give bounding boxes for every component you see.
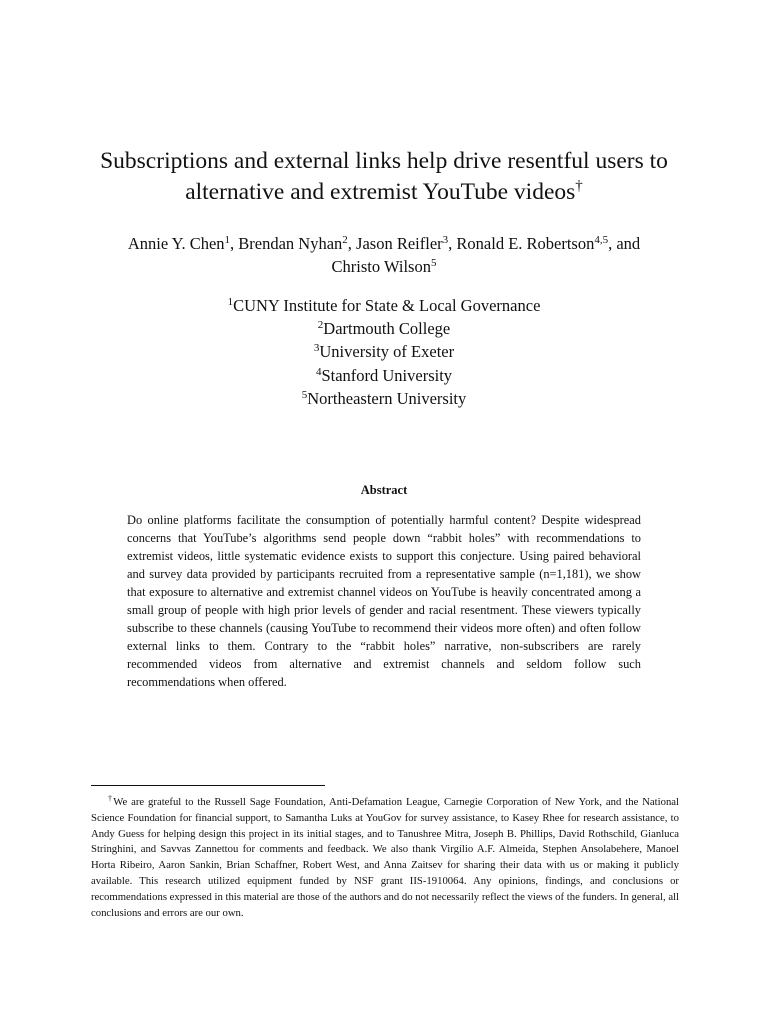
author-separator: , and xyxy=(608,234,641,253)
author-name: Ronald E. Robertson xyxy=(456,234,595,253)
affiliation-list xyxy=(60,294,708,410)
affiliation-number: 4 xyxy=(315,365,322,378)
acknowledgements-footnote xyxy=(91,795,679,921)
affiliation-name: University of Exeter xyxy=(319,342,455,362)
affiliation-number: 5 xyxy=(301,388,308,401)
author-name: Jason Reifler xyxy=(356,234,443,253)
affiliation xyxy=(60,340,708,363)
affiliation-name: Stanford University xyxy=(321,365,453,385)
affiliation xyxy=(60,364,708,387)
author-name: Annie Y. Chen xyxy=(127,234,225,253)
author-separator: , xyxy=(230,234,239,253)
affiliation-number: 1 xyxy=(227,296,234,308)
paper-title xyxy=(60,146,708,208)
author-separator: , xyxy=(347,234,357,253)
affiliation-name: Dartmouth College xyxy=(323,319,451,339)
author-affiliation-mark: 4,5 xyxy=(594,234,609,246)
abstract-text: Do online platforms facilitate the consumption of potentially harmful content? Despite widespread concerns that YouTube’s algorithms send people down “rabbit holes” with recommendations to extremist videos, little systematic evidence exists to support this conjecture. Using paired behavioral and survey data provided by participants recruited from a representative sample (n=1,181), we show that exposure to alternative and extremist channel videos on YouTube is heavily concentrated among a small group of people with high prior levels of gender and racial resentment. These viewers typically subscribe to these channels (causing YouTube to recommend their videos more often) and often follow external links to them. Contrary to the “rabbit holes” narrative, non-subscribers are rarely recommended videos from alternative and extremist channels and seldom follow such recommendations when offered. xyxy=(127,513,641,689)
abstract-heading: Abstract xyxy=(360,483,408,497)
affiliation xyxy=(60,317,708,340)
author-affiliation-mark: 3 xyxy=(442,234,449,246)
footnote-divider xyxy=(91,785,325,786)
author-affiliation-mark: 2 xyxy=(342,234,348,246)
affiliation-number: 2 xyxy=(317,319,324,332)
affiliation-name: Northeastern University xyxy=(307,388,467,408)
affiliation xyxy=(60,387,708,410)
author-affiliation-mark: 5 xyxy=(430,257,437,269)
author-name: Christo Wilson xyxy=(331,257,431,276)
author-list xyxy=(60,232,708,278)
title-footnote-mark: † xyxy=(575,178,583,194)
affiliation xyxy=(60,294,708,317)
footnote-mark: † xyxy=(108,794,114,803)
footnote-text: We are grateful to the Russell Sage Foundation, Anti-Defamation League, Carnegie Corporation of New York, and the National Science Foundation for financial support, to Samantha Luks at YouGov for survey assistance, to Kasey Rhee for research assistance, to Andy Guess for helping design this project in its initial stages, and to Tanushree Mitra, Joseph B. Phillips, David Rothschild, Gianluca Stringhini, and Savvas Zannettou for comments and feedback. We also thank Virgílio A.F. Almeida, Stephen Ansolabehere, Manoel Horta Ribeiro, Aaron Sankin, Brian Schaffner, Robert West, and Anna Zaitsev for sharing their data with us or making it publicly available. This research utilized equipment funded by NSF grant IIS-1910064. Any opinions, findings, and conclusions or recommendations expressed in this material are those of the authors and do not necessarily reflect the views of the funders. In general, all conclusions and errors are our own. xyxy=(91,796,680,919)
paper-title-text: Subscriptions and external links help drive resentful users to alternative and extremist YouTube videos xyxy=(100,148,668,205)
author-affiliation-mark: 1 xyxy=(224,234,231,246)
author-separator: , xyxy=(448,234,457,253)
author-name: Brendan Nyhan xyxy=(238,234,343,253)
affiliation-name: CUNY Institute for State & Local Governance xyxy=(233,296,541,315)
affiliation-number: 3 xyxy=(313,342,320,355)
